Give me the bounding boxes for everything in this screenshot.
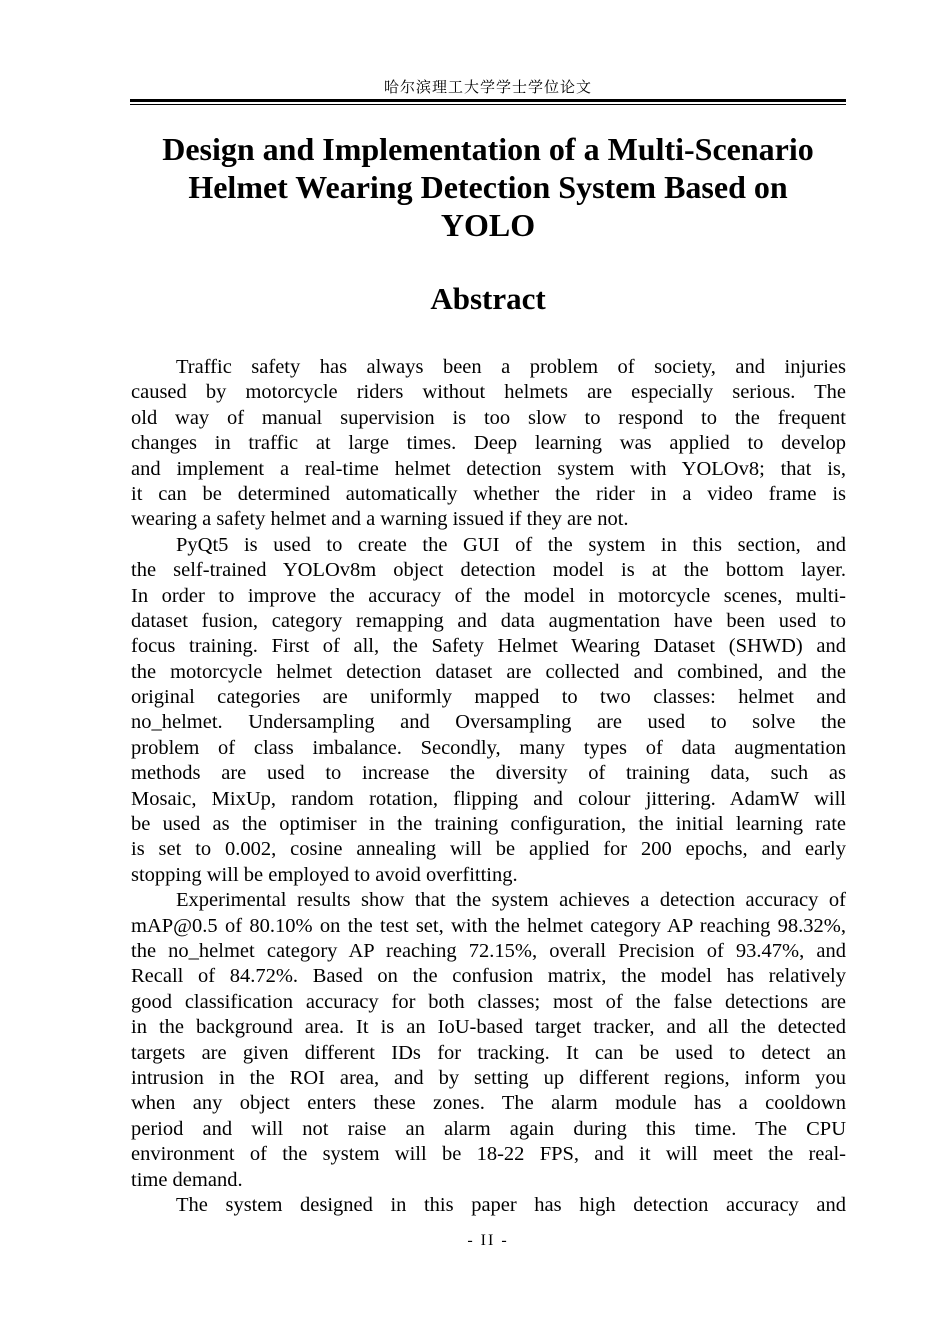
text-line: when any object enters these zones. The alarm module has a cooldown — [131, 1092, 846, 1115]
header-rule-thick — [130, 99, 846, 102]
paper-title — [130, 130, 846, 244]
text-line: dataset fusion, category remapping and data augmentation have been used to — [131, 609, 846, 632]
text-line: The system designed in this paper has high detection accuracy and — [176, 1193, 846, 1216]
text-line: Mosaic, MixUp, random rotation, flipping and colour jittering. AdamW will — [131, 787, 846, 810]
text-line: in the background area. It is an IoU-based target tracker, and all the detected — [131, 1016, 846, 1039]
text-line: environment of the system will be 18-22 FPS, and it will meet the real- — [131, 1143, 846, 1166]
text-line: problem of class imbalance. Secondly, many types of data augmentation — [131, 736, 846, 759]
text-line: original categories are uniformly mapped to two classes: helmet and — [131, 686, 846, 709]
paragraph-4 — [131, 1193, 846, 1218]
title-line: YOLO — [440, 207, 536, 243]
text-line: be used as the optimiser in the training configuration, the initial learning rate — [131, 813, 846, 836]
text-line: intrusion in the ROI area, and by setting up different regions, inform you — [131, 1066, 846, 1089]
text-line: Recall of 84.72%. Based on the confusion matrix, the model has relatively — [131, 965, 846, 988]
paragraph-3 — [131, 888, 846, 1193]
title-line: Design and Implementation of a Multi-Scenario — [162, 131, 814, 167]
text-line: the no_helmet category AP reaching 72.15%, overall Precision of 93.47%, and — [131, 939, 846, 962]
text-line: time demand. — [131, 1168, 243, 1191]
text-line: focus training. First of all, the Safety Helmet Wearing Dataset (SHWD) and — [131, 635, 846, 658]
text-line: stopping will be employed to avoid overfitting. — [131, 863, 518, 886]
text-line: mAP@0.5 of 80.10% on the test set, with the helmet category AP reaching 98.32%, — [131, 914, 846, 937]
text-line: PyQt5 is used to create the GUI of the system in this section, and — [176, 533, 846, 556]
paragraph-1 — [131, 355, 846, 533]
header-rule-thin — [130, 104, 846, 105]
text-line: it can be determined automatically whether the rider in a video frame is — [131, 482, 846, 505]
text-line: the motorcycle helmet detection dataset are collected and combined, and the — [131, 660, 846, 683]
abstract-heading: Abstract — [430, 281, 546, 316]
text-line: period and will not raise an alarm again during this time. The CPU — [131, 1117, 846, 1140]
paragraph-2 — [131, 533, 846, 888]
text-line: no_helmet. Undersampling and Oversampling are used to solve the — [131, 711, 846, 734]
text-line: wearing a safety helmet and a warning issued if they are not. — [131, 508, 629, 531]
text-line: In order to improve the accuracy of the model in motorcycle scenes, multi- — [131, 584, 846, 607]
text-line: Experimental results show that the system achieves a detection accuracy of — [176, 889, 846, 912]
running-header: 哈尔滨理工大学学士学位论文 — [383, 80, 592, 96]
page-number: - II - — [467, 1232, 509, 1249]
text-line: good classification accuracy for both classes; most of the false detections are — [131, 990, 846, 1013]
text-line: Traffic safety has always been a problem of society, and injuries — [176, 356, 846, 378]
text-line: the self-trained YOLOv8m object detection model is at the bottom layer. — [131, 559, 846, 582]
text-line: and implement a real-time helmet detection system with YOLOv8; that is, — [131, 457, 846, 480]
text-line: methods are used to increase the diversity of training data, such as — [131, 762, 846, 785]
title-line: Helmet Wearing Detection System Based on — [188, 169, 788, 205]
text-line: is set to 0.002, cosine annealing will be applied for 200 epochs, and early — [131, 838, 846, 861]
text-line: old way of manual supervision is too slow to respond to the frequent — [131, 406, 846, 429]
text-line: targets are given different IDs for tracking. It can be used to detect an — [131, 1041, 846, 1064]
text-line: caused by motorcycle riders without helmets are especially serious. The — [131, 381, 846, 404]
text-line: changes in traffic at large times. Deep learning was applied to develop — [131, 432, 846, 455]
abstract-body — [131, 355, 846, 1218]
